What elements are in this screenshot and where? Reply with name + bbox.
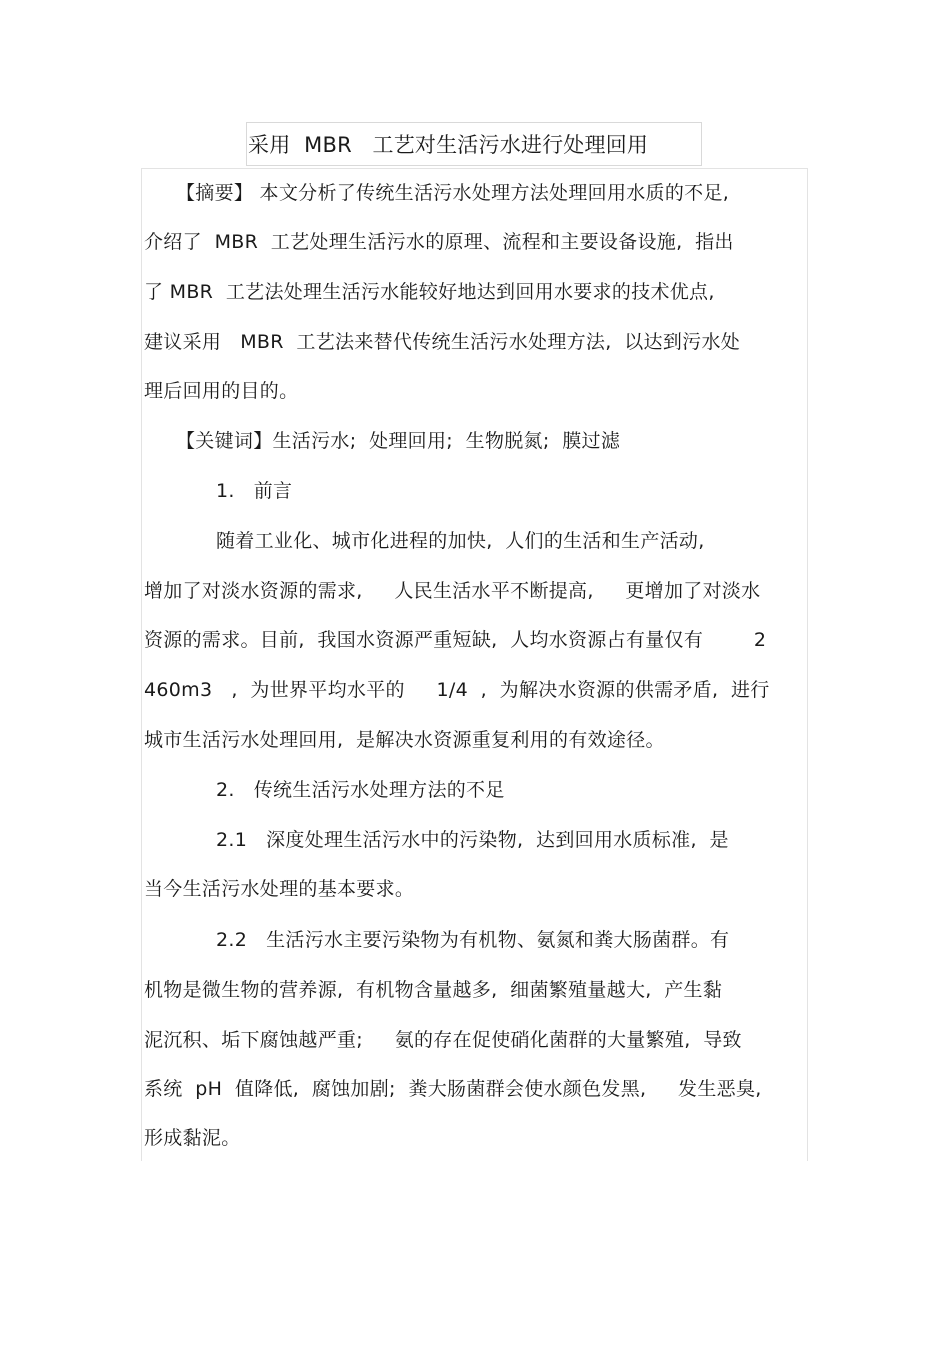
abstract-line-1: 【摘要】 本文分析了传统生活污水处理方法处理回用水质的不足, [176, 182, 730, 204]
paragraph-line: 资源的需求。目前, 我国水资源严重短缺, 人均水资源占有量仅有 2 [144, 629, 767, 651]
paragraph-line: 泥沉积、垢下腐蚀越严重; 氨的存在促使硝化菌群的大量繁殖, 导致 [144, 1029, 742, 1051]
body-frame [141, 168, 808, 1161]
abstract-line-2: 介绍了 MBR 工艺处理生活污水的原理、流程和主要设备设施, 指出 [144, 231, 734, 253]
abstract-line-4: 建议采用 MBR 工艺法来替代传统生活污水处理方法, 以达到污水处 [144, 331, 741, 353]
section-heading-1: 1. 前言 [216, 480, 293, 502]
paragraph-line: 城市生活污水处理回用, 是解决水资源重复利用的有效途径。 [144, 729, 665, 751]
paragraph-line: 机物是微生物的营养源, 有机物含量越多, 细菌繁殖量越大, 产生黏 [144, 979, 723, 1001]
abstract-line-3: 了 MBR 工艺法处理生活污水能较好地达到回用水要求的技术优点, [144, 281, 715, 303]
document-title: 采用 MBR 工艺对生活污水进行处理回用 [248, 133, 649, 157]
paragraph-line: 当今生活污水处理的基本要求。 [144, 878, 415, 900]
keywords-line: 【关键词】生活污水; 处理回用; 生物脱氮; 膜过滤 [176, 430, 621, 452]
paragraph-line: 2.2 生活污水主要污染物为有机物、氨氮和粪大肠菌群。有 [216, 929, 730, 951]
paragraph-line: 2.1 深度处理生活污水中的污染物, 达到回用水质标准, 是 [216, 829, 729, 851]
section-heading-2: 2. 传统生活污水处理方法的不足 [216, 779, 505, 801]
paragraph-line: 随着工业化、城市化进程的加快, 人们的生活和生产活动, [216, 530, 705, 552]
paragraph-line: 系统 pH 值降低, 腐蚀加剧; 粪大肠菌群会使水颜色发黑, 发生恶臭, [144, 1078, 762, 1100]
paragraph-line: 460m3 , 为世界平均水平的 1/4 , 为解决水资源的供需矛盾, 进行 [144, 679, 770, 701]
abstract-line-5: 理后回用的目的。 [144, 380, 299, 402]
paragraph-line: 形成黏泥。 [144, 1127, 241, 1149]
paragraph-line: 增加了对淡水资源的需求, 人民生活水平不断提高, 更增加了对淡水 [144, 580, 761, 602]
